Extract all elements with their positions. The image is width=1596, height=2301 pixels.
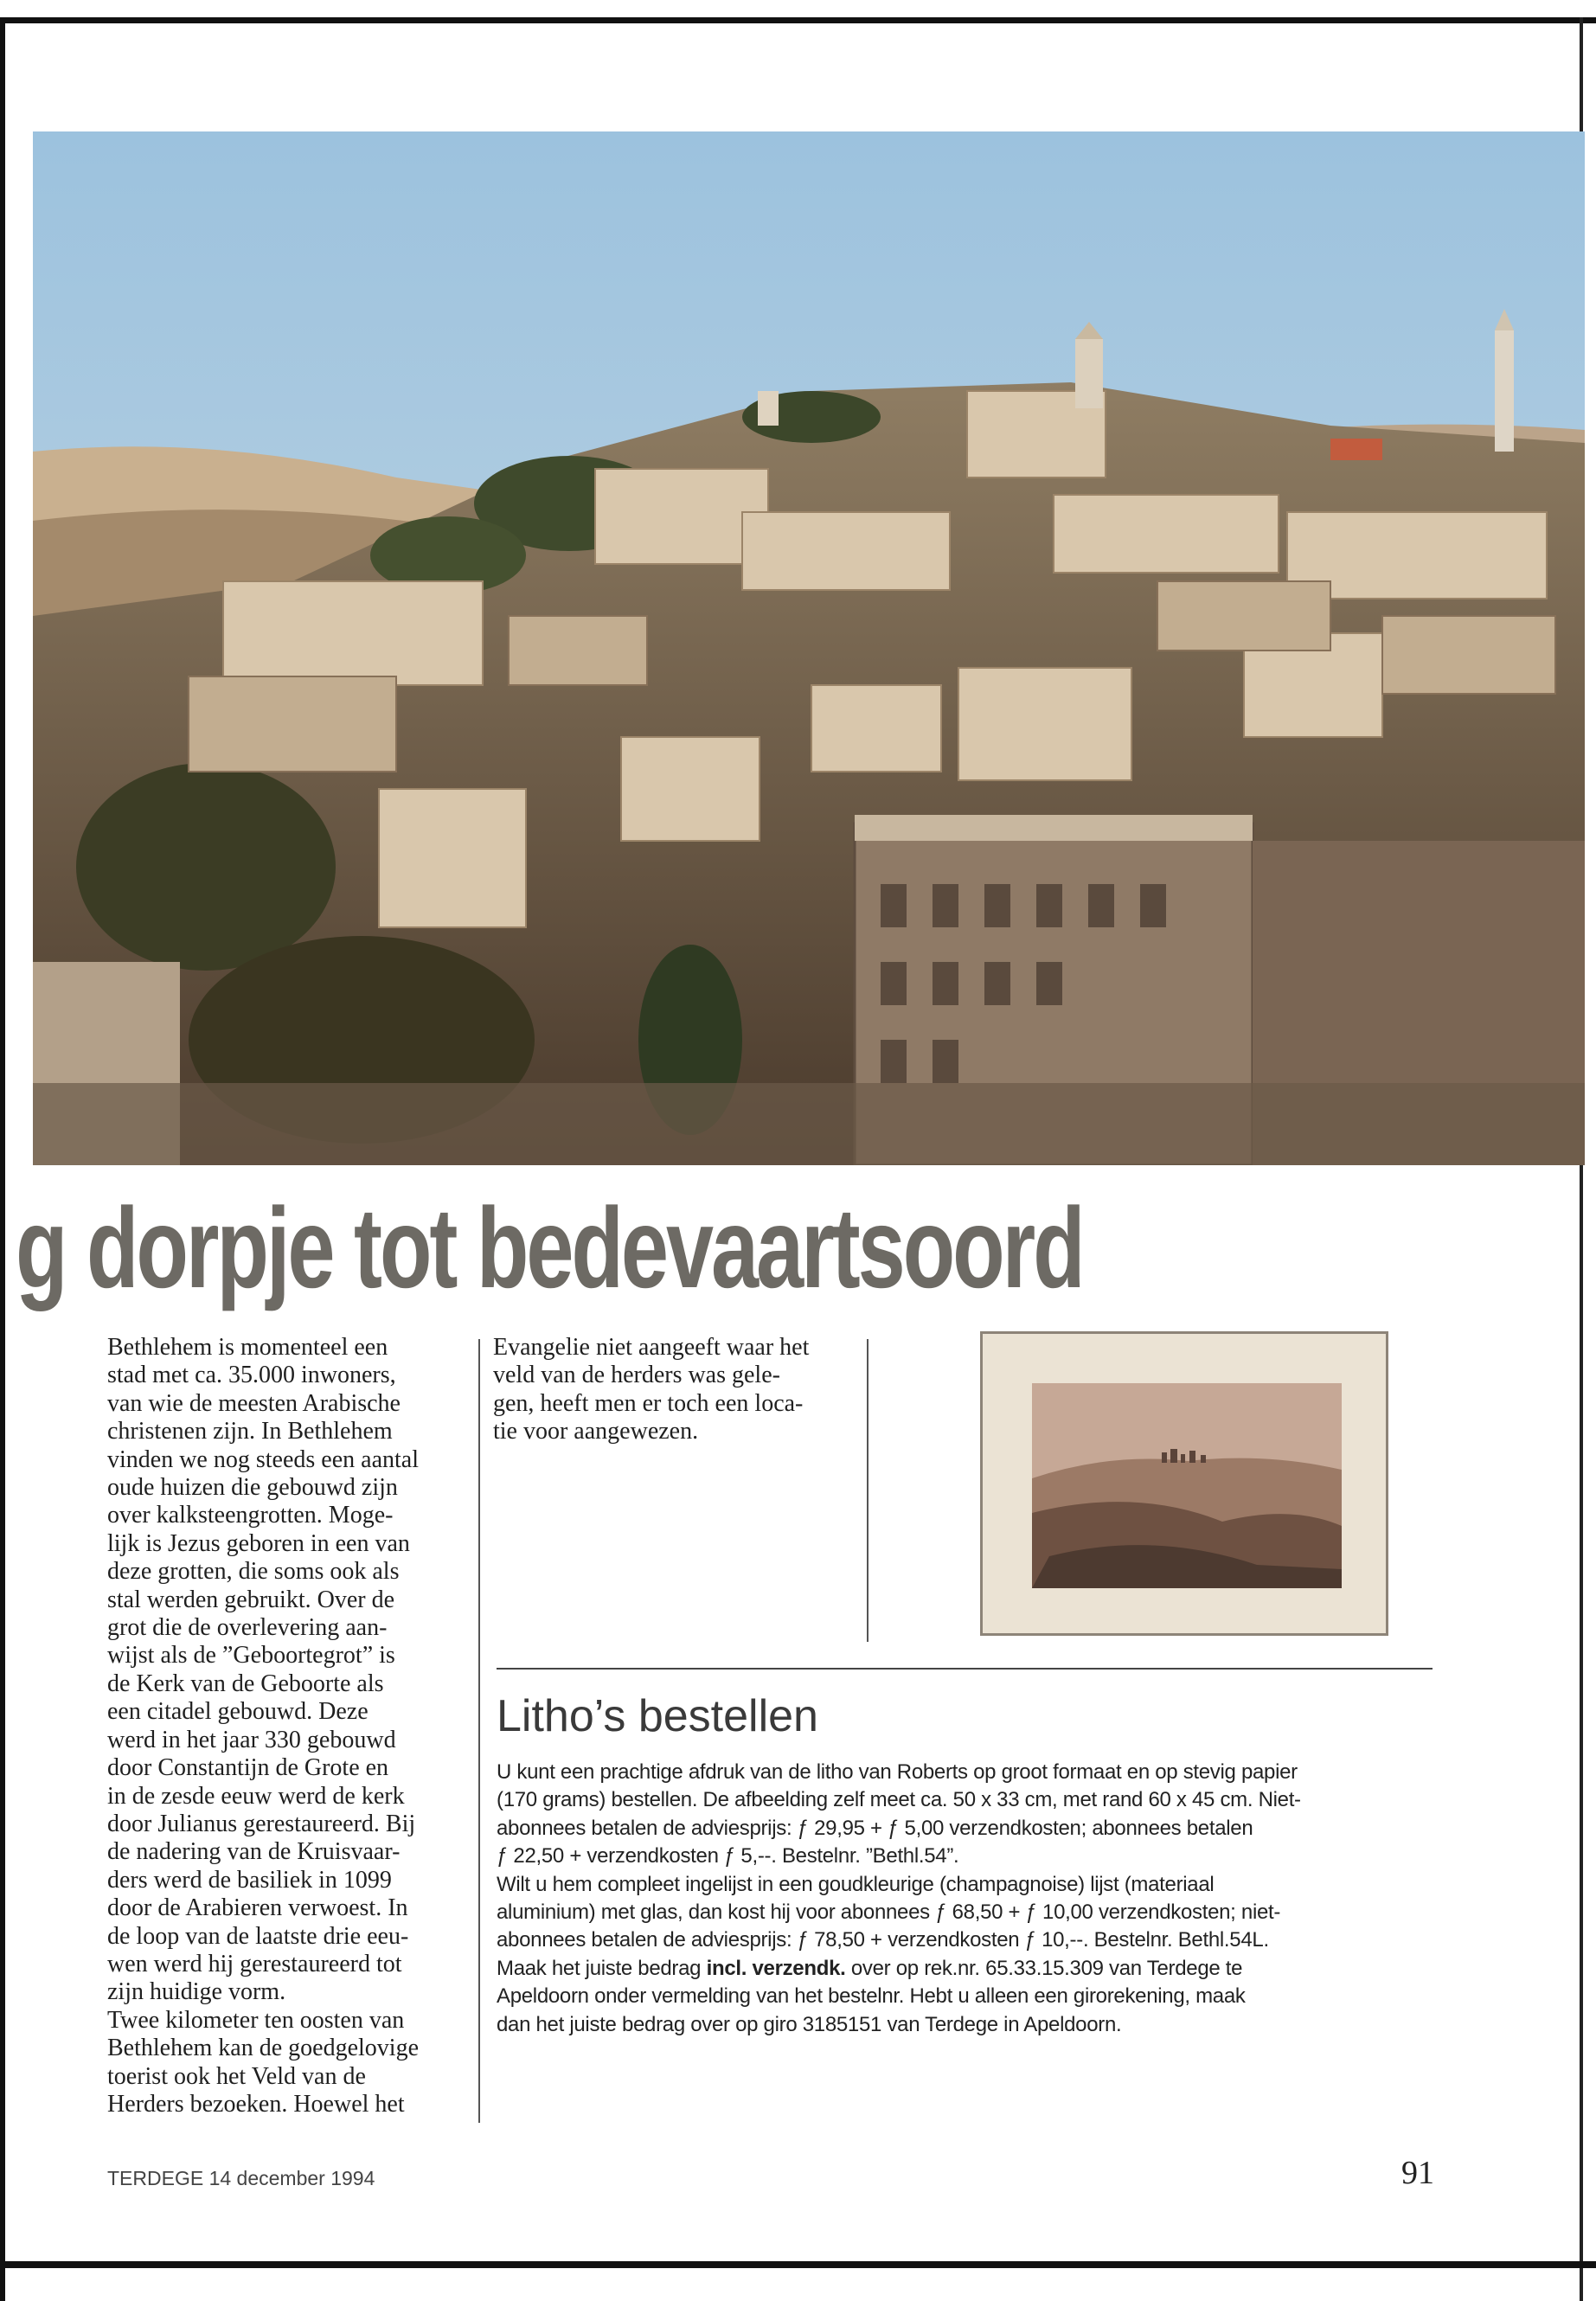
text-line: Wilt u hem compleet ingelijst in een goudkleurige (champagnoise) lijst (materiaal (497, 1872, 1215, 1896)
order-box-rule (497, 1668, 1433, 1670)
bethlehem-photo-art (33, 131, 1585, 1165)
text-line: christenen zijn. In Bethlehem (107, 1418, 393, 1445)
text-line (497, 1955, 1439, 1983)
text-line: abonnees betalen de adviesprijs: ƒ 29,95 + ƒ 5,00 verzendkosten; abonnees betalen (497, 1816, 1253, 1840)
footer-magazine-date: TERDEGE 14 december 1994 (107, 2167, 375, 2189)
text-line: toerist ook het Veld van de (107, 2062, 366, 2090)
text-line: lijk is Jezus geboren in een van (107, 1529, 410, 1557)
text-line: (170 grams) bestellen. De afbeelding zelf meet ca. 50 x 33 cm, met rand 60 x 45 cm. Niet- (497, 1788, 1301, 1812)
text-line: in de zesde eeuw werd de kerk (107, 1782, 405, 1810)
text-line: werd in het jaar 330 gebouwd (107, 1726, 396, 1753)
text-segment: Maak het juiste bedrag (497, 1956, 707, 1980)
framed-litho-image (980, 1331, 1388, 1636)
text-line: deze grotten, die soms ook als (107, 1558, 400, 1586)
order-box-title: Litho’s bestellen (497, 1691, 818, 1741)
page-border-top (0, 17, 1596, 23)
text-line: de nadering van de Kruisvaar- (107, 1838, 401, 1866)
text-line: Twee kilometer ten oosten van (107, 2006, 405, 2034)
text-line: een citadel gebouwd. Deze (107, 1698, 369, 1726)
order-box-text (497, 1759, 1439, 2039)
text-line: de Kerk van de Geboorte als (107, 1670, 384, 1697)
text-line: van wie de meesten Arabische (107, 1389, 401, 1417)
article-headline: g dorpje tot bedevaartsoord (16, 1184, 1083, 1311)
text-line: ders werd de basiliek in 1099 (107, 1866, 392, 1894)
text-line: Bethlehem kan de goedgelovige (107, 2035, 419, 2062)
text-segment: over op rek.nr. 65.33.15.309 van Terdege te (850, 1956, 1243, 1980)
text-line: grot die de overlevering aan- (107, 1614, 388, 1642)
text-line: oude huizen die gebouwd zijn (107, 1474, 398, 1502)
text-line: wijst als de ”Geboortegrot” is (107, 1642, 395, 1670)
text-line: U kunt een prachtige afdruk van de litho van Roberts op groot formaat en op stevig papier (497, 1760, 1298, 1784)
text-line: tie voor aangewezen. (493, 1418, 699, 1445)
page-border-left (0, 17, 5, 2301)
text-line: Apeldoorn onder vermelding van het bestelnr. Hebt u alleen een girorekening, maak (497, 1984, 1246, 2009)
column-divider-2 (867, 1339, 869, 1642)
text-line: ƒ 22,50 + verzendkosten ƒ 5,--. Bestelnr. ”Bethl.54”. (497, 1844, 959, 1868)
text-line: gen, heeft men er toch een loca- (493, 1389, 804, 1417)
bold-segment: incl. verzendk. (706, 1956, 846, 1980)
text-line: zijn huidige vorm. (107, 1978, 286, 2006)
text-line: veld van de herders was gele- (493, 1362, 780, 1389)
page-number: 91 (1401, 2155, 1434, 2191)
text-line: dan het juiste bedrag over op giro 3185151 van Terdege in Apeldoorn. (497, 2012, 1122, 2036)
litho-landscape-art (1032, 1383, 1342, 1588)
text-line: stad met ca. 35.000 inwoners, (107, 1362, 396, 1389)
text-line: abonnees betalen de adviesprijs: ƒ 78,50 + verzendkosten ƒ 10,--. Bestelnr. Bethl.54L. (497, 1928, 1269, 1952)
text-line: vinden we nog steeds een aantal (107, 1445, 419, 1473)
column-divider-1 (478, 1339, 480, 2123)
text-line: door Constantijn de Grote en (107, 1754, 389, 1782)
text-line: aluminium) met glas, dan kost hij voor abonnees ƒ 68,50 + ƒ 10,00 verzendkosten; niet- (497, 1900, 1281, 1925)
text-line: door Julianus gerestaureerd. Bij (107, 1810, 416, 1837)
text-line: door de Arabieren verwoest. In (107, 1894, 408, 1922)
text-line: Bethlehem is momenteel een (107, 1334, 388, 1361)
text-line: stal werden gebruikt. Over de (107, 1586, 394, 1613)
article-column-1 (107, 1334, 471, 2118)
page-border-bottom (0, 2261, 1596, 2268)
text-line: Herders bezoeken. Hoewel het (107, 2090, 405, 2118)
text-line: de loop van de laatste drie eeu- (107, 1922, 409, 1950)
bethlehem-photo (33, 131, 1585, 1165)
text-line: wen werd hij gerestaureerd tot (107, 1950, 402, 1977)
text-line: Evangelie niet aangeeft waar het (493, 1334, 810, 1361)
article-column-2 (493, 1334, 839, 1446)
text-line: over kalksteengrotten. Moge- (107, 1502, 394, 1529)
